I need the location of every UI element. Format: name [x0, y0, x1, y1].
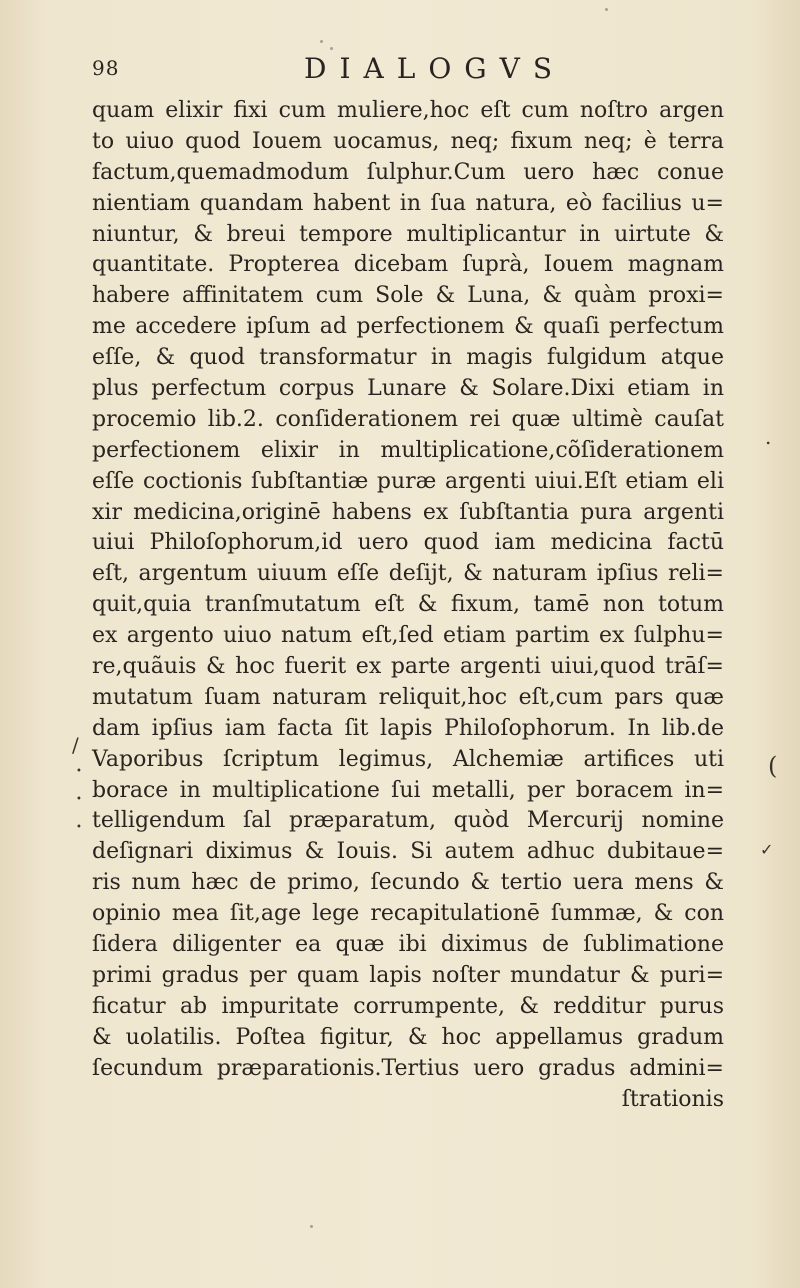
text-line: eſt, argentum uiuum eſſe deſijt, & naturam ipſius reli= — [92, 561, 724, 587]
text-line: deſignari diximus & Iouis. Si autem adhuc dubitaue= — [92, 839, 724, 865]
text-line: opinio mea ſit,age lege recapitulationē ſummæ, & con — [92, 901, 724, 927]
ink-speck — [310, 1225, 313, 1228]
text-line: re,quãuis & hoc fuerit ex parte argenti uiui,quod trāſ= — [92, 654, 724, 680]
text-line: ris num hæc de primo, ſecundo & tertio uera mens & — [92, 870, 724, 896]
text-line: ſtrationis — [621, 1086, 724, 1112]
text-line: ſidera diligenter ea quæ ibi diximus de ſublimatione — [92, 932, 724, 958]
text-line: plus perfectum corpus Lunare & Solare.Dixi etiam in — [92, 376, 724, 402]
text-line: & uolatilis. Poſtea figitur, & hoc appellamus gradum — [92, 1024, 724, 1050]
text-line: procemio lib.2. conſiderationem rei quæ ultimè cauſat — [92, 406, 724, 432]
text-line: quam elixir fixi cum muliere,hoc eſt cum noſtro argen — [92, 98, 724, 123]
text-line: quit,quia tranſmutatum eſt & fixum, tamē non totum — [92, 592, 724, 618]
text-line: uiui Philoſophorum,id uero quod iam medicina factū — [92, 530, 724, 556]
body-text — [92, 96, 724, 1115]
text-line: ficatur ab impuritate corrumpente, & redditur purus — [92, 993, 724, 1019]
text-line: Vaporibus ſcriptum legimus, Alchemiæ artifices uti — [92, 746, 724, 772]
margin-check-mark: ✓ — [760, 840, 774, 859]
text-line: primi gradus per quam lapis noſter mundatur & puri= — [92, 962, 724, 988]
running-title: DIALOGVS — [304, 52, 566, 85]
text-line: to uiuo quod Iouem uocamus, neq; fixum neq; è terra — [92, 128, 724, 154]
ink-speck — [330, 47, 333, 50]
page-number: 98 — [92, 56, 120, 80]
text-line: telligendum ſal præparatum, quòd Mercurij nomine — [92, 808, 724, 834]
text-line: eſſe, & quod transformatur in magis fulgidum atque — [92, 345, 724, 371]
text-line: dam ipſius iam facta ſit lapis Philoſophorum. In lib.de — [92, 715, 724, 741]
text-line: eſſe coctionis ſubſtantiæ puræ argenti uiui.Eſt etiam eli — [92, 468, 724, 494]
margin-bracket-mark: ( — [768, 752, 778, 780]
text-line: factum,quemadmodum ſulphur.Cum uero hæc conue — [92, 159, 724, 185]
text-line: mutatum ſuam naturam reliquit,hoc eſt,cum pars quæ — [92, 684, 724, 710]
margin-dot-mark: • — [76, 766, 82, 777]
text-line: borace in multiplicatione ſui metalli, per boracem in= — [92, 777, 724, 803]
text-line: perfectionem elixir in multiplicatione,cõſiderationem — [92, 437, 724, 463]
text-line: nientiam quandam habent in ſua natura, eò facilius u= — [92, 190, 724, 216]
text-line: quantitate. Propterea dicebam ſuprà, Iouem magnam — [92, 252, 724, 278]
text-line: me accedere ipſum ad perfectionem & quaſi perfectum — [92, 314, 724, 340]
margin-dot-mark: • — [76, 794, 82, 805]
text-line: ſecundum præparationis.Tertius uero gradus admini= — [92, 1055, 724, 1081]
text-line: xir medicina,originē habens ex ſubſtantia pura argenti — [92, 499, 724, 525]
ink-speck — [605, 8, 608, 11]
text-line: habere affinitatem cum Sole & Luna, & quàm proxi= — [92, 283, 724, 309]
margin-dot-mark: . — [765, 425, 772, 449]
margin-dot-mark: • — [76, 822, 82, 833]
ink-speck — [320, 40, 323, 43]
margin-slash-mark: / — [72, 733, 79, 757]
text-line: ex argento uiuo natum eſt,ſed etiam partim ex ſulphu= — [92, 623, 724, 649]
text-line: niuntur, & breui tempore multiplicantur in uirtute & — [92, 221, 724, 247]
page-header — [84, 52, 684, 92]
